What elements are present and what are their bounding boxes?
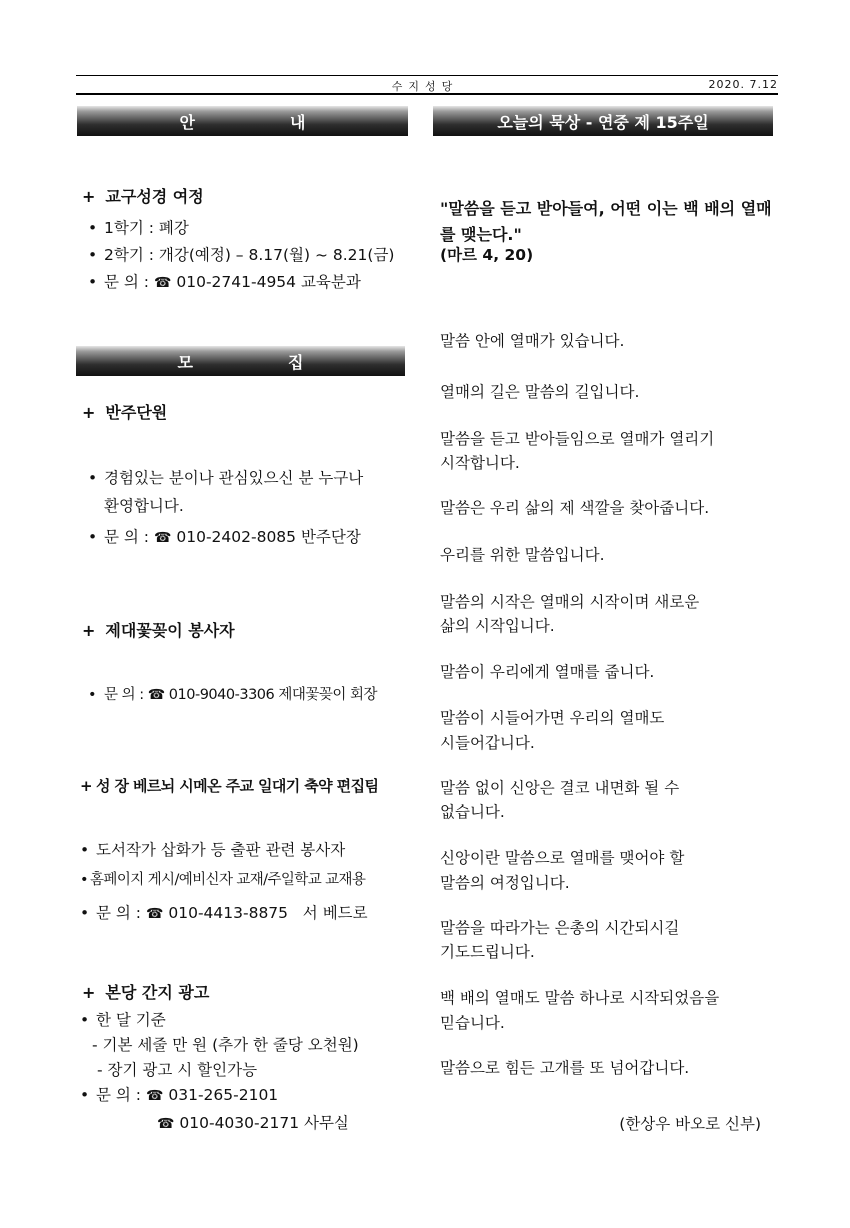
list-item xyxy=(80,1008,166,1030)
scripture-quote: "말씀을 듣고 받아들여, 어떤 이는 백 배의 열매를 맺는다." xyxy=(440,199,772,244)
notice-banner xyxy=(77,106,408,136)
meditation-line: 시작합니다. xyxy=(440,454,520,472)
list-item-text: 한 달 기준 xyxy=(96,1011,166,1029)
list-item-continued xyxy=(157,1111,349,1133)
meditation-line: 기도드립니다. xyxy=(440,943,535,961)
bullet-icon: • xyxy=(80,872,88,888)
cross-icon: + xyxy=(82,983,96,1002)
meditation-line: 우리를 위한 말씀입니다. xyxy=(440,546,605,564)
cross-icon: + xyxy=(82,403,96,422)
ad-title xyxy=(82,980,209,1003)
altar-flower-title-text: 제대꽃꽂이 봉사자 xyxy=(105,621,235,640)
list-item xyxy=(88,270,361,292)
phone-icon: ☎ xyxy=(147,687,165,703)
bullet-icon: • xyxy=(88,273,98,291)
accompanist-title xyxy=(82,400,167,423)
list-item-text: 2학기 : 개강(예정) – 8.17(월) ~ 8.21(금) xyxy=(104,246,395,264)
ad-title-text: 본당 간지 광고 xyxy=(105,983,210,1002)
scripture-reference: (마르 4, 20) xyxy=(440,246,534,264)
phone-icon: ☎ xyxy=(145,1088,164,1104)
contact-label: 문 의 : xyxy=(104,528,150,546)
contact-number: 010-9040-3306 제대꽃꽂이 회장 xyxy=(168,687,378,703)
editorial-team-title-text: 성 장 베르뇌 시메온 주교 일대기 축약 편집팀 xyxy=(95,777,379,795)
accompanist-title-text: 반주단원 xyxy=(105,403,168,422)
header-top-rule xyxy=(76,75,778,76)
recruit-banner-b: 집 xyxy=(288,352,304,372)
list-item xyxy=(88,216,189,238)
bullet-icon: • xyxy=(88,219,98,237)
recruit-banner xyxy=(76,346,405,376)
bible-journey-title-text: 교구성경 여정 xyxy=(105,187,204,206)
list-item-text: 1학기 : 폐강 xyxy=(104,219,189,237)
meditation-line: 말씀의 여정입니다. xyxy=(440,874,570,892)
contact-number: 010-4030-2171 사무실 xyxy=(179,1114,349,1132)
bible-journey-title xyxy=(82,184,204,207)
list-item xyxy=(88,243,394,265)
phone-icon: ☎ xyxy=(153,530,172,546)
phone-icon: ☎ xyxy=(157,1116,175,1132)
bullet-icon: • xyxy=(80,904,90,922)
list-sub-item: - 기본 세줄 만 원 (추가 한 줄당 오천원) xyxy=(92,1036,359,1054)
editorial-team-title xyxy=(80,775,378,796)
meditation-line: 열매의 길은 말씀의 길입니다. xyxy=(440,383,640,401)
list-item-text: 경험있는 분이나 관심있으신 분 누구나 xyxy=(104,469,364,487)
list-item xyxy=(80,868,365,889)
contact-number: 010-4413-8875 서 베드로 xyxy=(168,904,368,922)
bullet-icon: • xyxy=(88,687,97,703)
meditation-line: 신앙이란 말씀으로 열매를 맺어야 할 xyxy=(440,849,685,867)
meditation-line: 말씀 없이 신앙은 결코 내면화 될 수 xyxy=(440,779,680,797)
list-sub-item: - 장기 광고 시 할인가능 xyxy=(97,1061,258,1079)
meditation-line: 말씀이 우리에게 열매를 줍니다. xyxy=(440,663,655,681)
contact-number: 010-2741-4954 교육분과 xyxy=(176,273,361,291)
meditation-line: 말씀은 우리 삶의 제 색깔을 찾아줍니다. xyxy=(440,499,710,517)
author-signature: (한상우 바오로 신부) xyxy=(619,1115,761,1133)
header-bottom-rule xyxy=(76,93,778,95)
meditation-line: 삶의 시작입니다. xyxy=(440,617,555,635)
recruit-banner-a: 모 xyxy=(177,352,193,372)
bullet-icon: • xyxy=(80,1011,90,1029)
meditation-line: 말씀으로 힘든 고개를 또 넘어갑니다. xyxy=(440,1059,690,1077)
phone-icon: ☎ xyxy=(153,275,172,291)
phone-icon: ☎ xyxy=(145,906,164,922)
notice-banner-b: 내 xyxy=(290,112,306,132)
altar-flower-title xyxy=(82,618,235,641)
list-item-text: 도서작가 삽화가 등 출판 관련 봉사자 xyxy=(96,841,346,859)
contact-number: 031-265-2101 xyxy=(168,1086,279,1104)
list-item xyxy=(80,838,345,860)
list-item-continued: 환영합니다. xyxy=(104,497,184,515)
list-item xyxy=(80,1083,278,1105)
list-item xyxy=(80,901,368,923)
bulletin-date: 2020. 7.12 xyxy=(708,78,778,91)
meditation-line: 말씀의 시작은 열매의 시작이며 새로운 xyxy=(440,593,700,611)
meditation-line: 말씀이 시들어가면 우리의 열매도 xyxy=(440,709,665,727)
cross-icon: + xyxy=(82,187,96,206)
contact-label: 문 의 : xyxy=(104,687,144,703)
contact-label: 문 의 : xyxy=(96,1086,142,1104)
bullet-icon: • xyxy=(88,469,98,487)
list-item xyxy=(88,683,377,704)
cross-icon: + xyxy=(82,621,96,640)
cross-icon: + xyxy=(80,777,92,795)
meditation-line: 말씀 안에 열매가 있습니다. xyxy=(440,332,625,350)
contact-label: 문 의 : xyxy=(96,904,142,922)
meditation-line: 없습니다. xyxy=(440,803,505,821)
bullet-icon: • xyxy=(80,1086,90,1104)
list-item xyxy=(88,466,363,488)
meditation-line: 말씀을 따라가는 은총의 시간되시길 xyxy=(440,919,680,937)
list-item xyxy=(88,525,361,547)
notice-banner-a: 안 xyxy=(179,112,195,132)
meditation-line: 백 배의 열매도 말씀 하나로 시작되었음을 xyxy=(440,989,720,1007)
meditation-line: 시들어갑니다. xyxy=(440,734,535,752)
bullet-icon: • xyxy=(88,528,98,546)
list-item-text: 홈페이지 게시/예비신자 교재/주일학교 교재용 xyxy=(90,872,366,888)
meditation-banner: 오늘의 묵상 - 연중 제 15주일 xyxy=(433,106,773,136)
bullet-icon: • xyxy=(88,246,98,264)
bullet-icon: • xyxy=(80,841,90,859)
church-name: 수지성당 xyxy=(391,80,459,93)
meditation-line: 말씀을 듣고 받아들임으로 열매가 열리기 xyxy=(440,430,715,448)
meditation-line: 믿습니다. xyxy=(440,1014,505,1032)
contact-number: 010-2402-8085 반주단장 xyxy=(176,528,361,546)
contact-label: 문 의 : xyxy=(104,273,150,291)
